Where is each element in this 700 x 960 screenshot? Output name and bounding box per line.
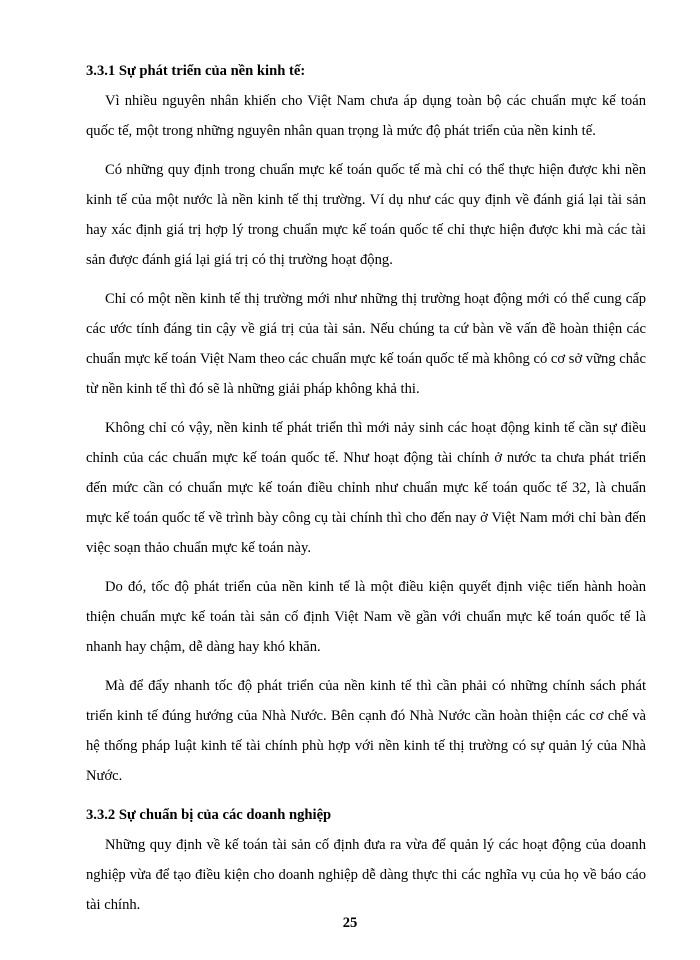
paragraph: Có những quy định trong chuẩn mực kế toán quốc tế mà chỉ có thể thực hiện được khi nền kinh tế của một nước là nền kinh tế thị trường. Ví dụ như các quy định về đánh giá lại tài sản hay xác định giá trị hợp lý trong chuẩn mực kế toán quốc tế chỉ thực hiện được khi mà các tài sản được đánh giá lại giá trị có thị trường hoạt động. (86, 162, 646, 268)
section-heading-3-3-2: 3.3.2 Sự chuẩn bị của các doanh nghiệp (86, 807, 332, 823)
page-number: 25 (342, 915, 358, 931)
paragraph: Mà để đẩy nhanh tốc độ phát triển của nền kinh tế thì cần phải có những chính sách phát triển kinh tế đúng hướng của Nhà Nước. Bên cạnh đó Nhà Nước cần hoàn thiện các cơ chế và hệ thống pháp luật kinh tế tài chính phù hợp với nền kinh tế thị trường có sự quản lý của Nhà Nước. (86, 678, 646, 784)
paragraph: Không chỉ có vậy, nền kinh tế phát triển thì mới nảy sinh các hoạt động kinh tế cần sự điều chỉnh của các chuẩn mực kế toán quốc tế. Như hoạt động tài chính ở nước ta chưa phát triển đến mức cần có chuẩn mực kế toán điều chỉnh như chuẩn mực kế toán quốc tế 32, là chuẩn mực kế toán quốc tế về trình bày công cụ tài chính thì cho đến nay ở Việt Nam mới chỉ bàn đến việc soạn thảo chuẩn mực kế toán này. (86, 420, 646, 556)
paragraph: Những quy định về kế toán tài sản cố định đưa ra vừa để quản lý các hoạt động của doanh nghiệp vừa để tạo điều kiện cho doanh nghiệp dễ dàng thực thi các nghĩa vụ của họ về báo cáo tài chính. (86, 837, 646, 913)
page-content (86, 56, 646, 929)
paragraph: Chỉ có một nền kinh tế thị trường mới như những thị trường hoạt động mới có thể cung cấp các ước tính đáng tin cậy về giá trị của tài sản. Nếu chúng ta cứ bàn về vấn đề hoàn thiện các chuẩn mực kế toán Việt Nam theo các chuẩn mực kế toán quốc tế mà không có cơ sở vững chắc từ nền kinh tế thì đó sẽ là những giải pháp không khả thi. (86, 291, 646, 397)
section-heading-3-3-1: 3.3.1 Sự phát triển của nền kinh tế: (86, 63, 306, 79)
paragraph: Vì nhiều nguyên nhân khiến cho Việt Nam chưa áp dụng toàn bộ các chuẩn mực kế toán quốc tế, một trong những nguyên nhân quan trọng là mức độ phát triển của nền kinh tế. (86, 93, 646, 139)
paragraph: Do đó, tốc độ phát triển của nền kinh tế là một điều kiện quyết định việc tiến hành hoàn thiện chuẩn mực kế toán tài sản cố định Việt Nam về gần với chuẩn mực kế toán quốc tế là nhanh hay chậm, dễ dàng hay khó khăn. (86, 579, 646, 655)
